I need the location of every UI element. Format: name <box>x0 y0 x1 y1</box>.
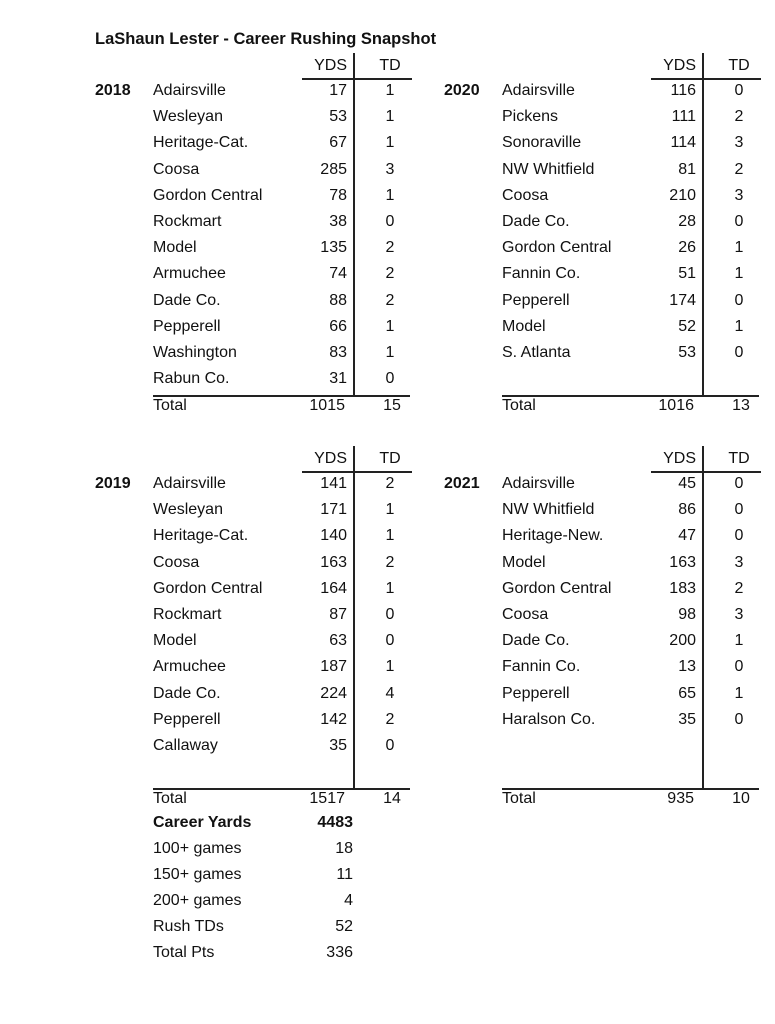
opponent-name: Armuchee <box>153 658 226 676</box>
opponent-name: Pickens <box>502 108 559 126</box>
header-divider <box>302 78 412 80</box>
rushing-yards: 83 <box>329 344 347 361</box>
touchdowns: 0 <box>734 291 744 309</box>
total-yards: 935 <box>667 790 694 808</box>
rushing-yards: 52 <box>678 317 696 335</box>
table-row <box>444 501 775 527</box>
table-row <box>95 239 435 265</box>
touchdowns: 1 <box>385 658 395 676</box>
header-divider <box>651 78 761 80</box>
total-row <box>95 790 435 816</box>
touchdowns: 1 <box>385 186 395 204</box>
rushing-yards: 116 <box>670 82 696 99</box>
career-summary <box>153 814 353 974</box>
rushing-yards: 63 <box>329 632 347 650</box>
touchdowns: 0 <box>734 710 744 728</box>
touchdowns: 1 <box>385 527 395 545</box>
touchdowns: 0 <box>734 213 744 230</box>
opponent-name: Heritage-New. <box>502 527 604 545</box>
opponent-name: Washington <box>153 344 237 361</box>
total-yards: 1517 <box>309 790 345 808</box>
table-row <box>95 213 435 239</box>
table-row <box>444 632 775 658</box>
table-row <box>444 685 775 711</box>
yds-column-header: YDS <box>663 450 696 467</box>
summary-label: Total Pts <box>153 944 215 961</box>
opponent-name: Pepperell <box>502 291 570 309</box>
opponent-name: NW Whitfield <box>502 501 595 519</box>
rushing-yards: 140 <box>320 527 347 545</box>
table-row <box>444 108 775 134</box>
touchdowns: 2 <box>385 710 395 728</box>
season-year: 2021 <box>444 475 480 492</box>
touchdowns: 0 <box>385 632 395 650</box>
page-title: LaShaun Lester - Career Rushing Snapshot <box>95 30 437 48</box>
rushing-yards: 187 <box>320 658 347 676</box>
summary-value: 52 <box>335 918 353 935</box>
table-row <box>95 737 435 763</box>
table-row <box>95 344 435 370</box>
summary-value: 11 <box>336 866 353 883</box>
summary-label: 200+ games <box>153 892 242 909</box>
opponent-name: Heritage-Cat. <box>153 527 249 545</box>
column-divider <box>702 446 704 789</box>
table-row <box>444 187 775 213</box>
season-block-2020 <box>444 57 775 437</box>
total-row <box>444 790 775 816</box>
rushing-yards: 135 <box>320 239 347 257</box>
table-row <box>444 318 775 344</box>
opponent-name: Haralson Co. <box>502 710 596 728</box>
touchdowns: 3 <box>734 134 744 152</box>
table-row <box>95 711 435 737</box>
opponent-name: Model <box>153 632 197 650</box>
touchdowns: 2 <box>734 160 744 178</box>
touchdowns: 1 <box>385 501 395 519</box>
table-row <box>444 213 775 239</box>
rushing-yards: 65 <box>678 684 696 702</box>
summary-row <box>153 918 353 944</box>
opponent-name: Sonoraville <box>502 134 582 152</box>
touchdowns: 3 <box>734 553 744 571</box>
yds-column-header: YDS <box>314 450 347 467</box>
table-row <box>95 292 435 318</box>
rushing-yards: 171 <box>320 501 347 519</box>
summary-value: 4 <box>344 892 353 909</box>
summary-value: 4483 <box>317 814 353 831</box>
season-block-2021 <box>444 450 775 830</box>
touchdowns: 2 <box>734 579 744 597</box>
touchdowns: 2 <box>385 553 395 571</box>
summary-value: 336 <box>326 944 353 961</box>
rushing-yards: 67 <box>329 134 347 152</box>
summary-label: Rush TDs <box>153 918 224 935</box>
table-row <box>95 527 435 553</box>
opponent-name: NW Whitfield <box>502 160 595 178</box>
rushing-yards: 74 <box>329 265 347 283</box>
rushing-yards: 224 <box>320 684 347 702</box>
touchdowns: 0 <box>734 344 744 361</box>
opponent-name: Heritage-Cat. <box>153 134 249 152</box>
table-row <box>444 239 775 265</box>
opponent-name: Pepperell <box>153 317 221 335</box>
column-divider <box>702 53 704 396</box>
opponent-name: Dade Co. <box>153 684 221 702</box>
touchdowns: 4 <box>385 684 395 702</box>
touchdowns: 1 <box>734 265 744 283</box>
rushing-yards: 78 <box>329 186 347 204</box>
rushing-yards: 114 <box>670 134 696 152</box>
total-row <box>444 397 775 423</box>
table-row <box>95 658 435 684</box>
table-row <box>444 265 775 291</box>
total-touchdowns: 10 <box>732 790 750 808</box>
season-block-2018 <box>95 57 435 437</box>
touchdowns: 1 <box>734 632 744 650</box>
rushing-yards: 141 <box>320 475 347 492</box>
opponent-name: Adairsville <box>153 82 226 99</box>
opponent-name: Gordon Central <box>153 579 263 597</box>
td-column-header: TD <box>728 57 750 74</box>
opponent-name: Dade Co. <box>502 632 570 650</box>
opponent-name: Rockmart <box>153 213 222 230</box>
table-row <box>444 161 775 187</box>
rushing-yards: 183 <box>669 579 696 597</box>
table-row <box>444 711 775 737</box>
touchdowns: 1 <box>385 344 395 361</box>
opponent-name: Callaway <box>153 737 218 754</box>
summary-row <box>153 892 353 918</box>
table-row <box>95 161 435 187</box>
season-year: 2020 <box>444 82 480 99</box>
touchdowns: 0 <box>385 606 395 623</box>
opponent-name: Wesleyan <box>153 501 223 519</box>
total-label: Total <box>502 790 536 808</box>
table-row <box>95 554 435 580</box>
table-row <box>444 134 775 160</box>
opponent-name: Adairsville <box>153 475 226 492</box>
rushing-yards: 35 <box>329 737 347 754</box>
rushing-yards: 174 <box>669 291 696 309</box>
table-row <box>95 108 435 134</box>
opponent-name: Wesleyan <box>153 108 223 126</box>
touchdowns: 1 <box>385 82 395 99</box>
touchdowns: 0 <box>734 501 744 519</box>
rushing-yards: 45 <box>678 475 696 492</box>
table-row <box>95 606 435 632</box>
rushing-yards: 81 <box>678 160 696 178</box>
touchdowns: 1 <box>734 684 744 702</box>
table-row <box>444 292 775 318</box>
rushing-yards: 200 <box>669 632 696 650</box>
opponent-name: Pepperell <box>153 710 221 728</box>
table-row <box>95 265 435 291</box>
column-divider <box>353 446 355 789</box>
opponent-name: Model <box>153 239 197 257</box>
opponent-name: Gordon Central <box>153 186 263 204</box>
rushing-yards: 17 <box>329 82 347 99</box>
td-column-header: TD <box>379 57 401 74</box>
opponent-name: S. Atlanta <box>502 344 571 361</box>
table-row <box>95 187 435 213</box>
header-divider <box>651 471 761 473</box>
rushing-yards: 98 <box>678 606 696 623</box>
touchdowns: 1 <box>385 108 395 126</box>
opponent-name: Gordon Central <box>502 579 612 597</box>
rushing-yards: 31 <box>329 370 347 388</box>
table-row <box>95 475 435 501</box>
header-divider <box>302 471 412 473</box>
table-row <box>444 580 775 606</box>
rushing-yards: 87 <box>329 606 347 623</box>
opponent-name: Adairsville <box>502 475 575 492</box>
touchdowns: 0 <box>734 475 744 492</box>
opponent-name: Coosa <box>153 160 200 178</box>
yds-column-header: YDS <box>663 57 696 74</box>
total-label: Total <box>153 397 187 415</box>
touchdowns: 0 <box>734 658 744 676</box>
table-row <box>444 606 775 632</box>
opponent-name: Dade Co. <box>153 291 221 309</box>
rushing-yards: 86 <box>678 501 696 519</box>
rushing-yards: 53 <box>678 344 696 361</box>
season-block-2019 <box>95 450 435 830</box>
opponent-name: Armuchee <box>153 265 226 283</box>
touchdowns: 3 <box>734 606 744 623</box>
rushing-yards: 53 <box>329 108 347 126</box>
rushing-yards: 38 <box>329 213 347 230</box>
opponent-name: Coosa <box>502 606 549 623</box>
opponent-name: Adairsville <box>502 82 575 99</box>
touchdowns: 2 <box>385 265 395 283</box>
table-row <box>95 501 435 527</box>
total-touchdowns: 14 <box>383 790 401 808</box>
rushing-yards: 26 <box>678 239 696 257</box>
table-row <box>95 318 435 344</box>
table-row <box>95 685 435 711</box>
table-row <box>95 632 435 658</box>
rushing-yards: 28 <box>678 213 696 230</box>
opponent-name: Rockmart <box>153 606 222 623</box>
touchdowns: 0 <box>734 527 744 545</box>
table-row <box>95 580 435 606</box>
table-row <box>95 370 435 396</box>
total-touchdowns: 15 <box>383 397 401 415</box>
summary-label: 150+ games <box>153 866 242 883</box>
season-year: 2018 <box>95 82 131 99</box>
touchdowns: 1 <box>734 239 744 257</box>
touchdowns: 0 <box>385 213 395 230</box>
summary-value: 18 <box>335 840 353 857</box>
table-row <box>95 134 435 160</box>
touchdowns: 2 <box>385 291 395 309</box>
rushing-yards: 88 <box>329 291 347 309</box>
touchdowns: 1 <box>385 579 395 597</box>
rushing-yards: 35 <box>678 710 696 728</box>
total-label: Total <box>502 397 536 415</box>
summary-row <box>153 944 353 970</box>
rushing-yards: 210 <box>669 186 696 204</box>
opponent-name: Fannin Co. <box>502 265 581 283</box>
touchdowns: 1 <box>734 317 744 335</box>
touchdowns: 1 <box>385 317 395 335</box>
table-row <box>444 554 775 580</box>
td-column-header: TD <box>728 450 750 467</box>
touchdowns: 0 <box>385 737 395 754</box>
table-row <box>444 344 775 370</box>
rushing-yards: 142 <box>320 710 347 728</box>
yds-column-header: YDS <box>314 57 347 74</box>
rushing-yards: 111 <box>671 108 696 126</box>
td-column-header: TD <box>379 450 401 467</box>
touchdowns: 1 <box>385 134 395 152</box>
touchdowns: 3 <box>385 160 395 178</box>
season-year: 2019 <box>95 475 131 492</box>
opponent-name: Gordon Central <box>502 239 612 257</box>
opponent-name: Model <box>502 317 546 335</box>
rushing-yards: 47 <box>678 527 696 545</box>
total-touchdowns: 13 <box>732 397 750 415</box>
touchdowns: 0 <box>734 82 744 99</box>
summary-label: Career Yards <box>153 814 252 831</box>
touchdowns: 2 <box>734 108 744 126</box>
summary-label: 100+ games <box>153 840 242 857</box>
rushing-yards: 163 <box>320 553 347 571</box>
total-label: Total <box>153 790 187 808</box>
rushing-yards: 163 <box>669 553 696 571</box>
rushing-yards: 51 <box>678 265 696 283</box>
opponent-name: Model <box>502 553 546 571</box>
rushing-yards: 285 <box>320 160 347 178</box>
table-row <box>95 82 435 108</box>
total-row <box>95 397 435 423</box>
opponent-name: Fannin Co. <box>502 658 581 676</box>
rushing-yards: 164 <box>320 579 347 597</box>
summary-row <box>153 840 353 866</box>
column-divider <box>353 53 355 396</box>
touchdowns: 3 <box>734 186 744 204</box>
table-row <box>444 527 775 553</box>
touchdowns: 0 <box>385 370 395 388</box>
opponent-name: Rabun Co. <box>153 370 230 388</box>
summary-row <box>153 814 353 840</box>
touchdowns: 2 <box>385 239 395 257</box>
total-yards: 1016 <box>658 397 694 415</box>
opponent-name: Coosa <box>153 553 200 571</box>
touchdowns: 2 <box>385 475 395 492</box>
rushing-yards: 13 <box>678 658 696 676</box>
summary-row <box>153 866 353 892</box>
table-row <box>444 658 775 684</box>
opponent-name: Dade Co. <box>502 213 570 230</box>
rushing-yards: 66 <box>329 317 347 335</box>
opponent-name: Coosa <box>502 186 549 204</box>
total-yards: 1015 <box>309 397 345 415</box>
table-row <box>444 82 775 108</box>
table-row <box>444 475 775 501</box>
opponent-name: Pepperell <box>502 684 570 702</box>
